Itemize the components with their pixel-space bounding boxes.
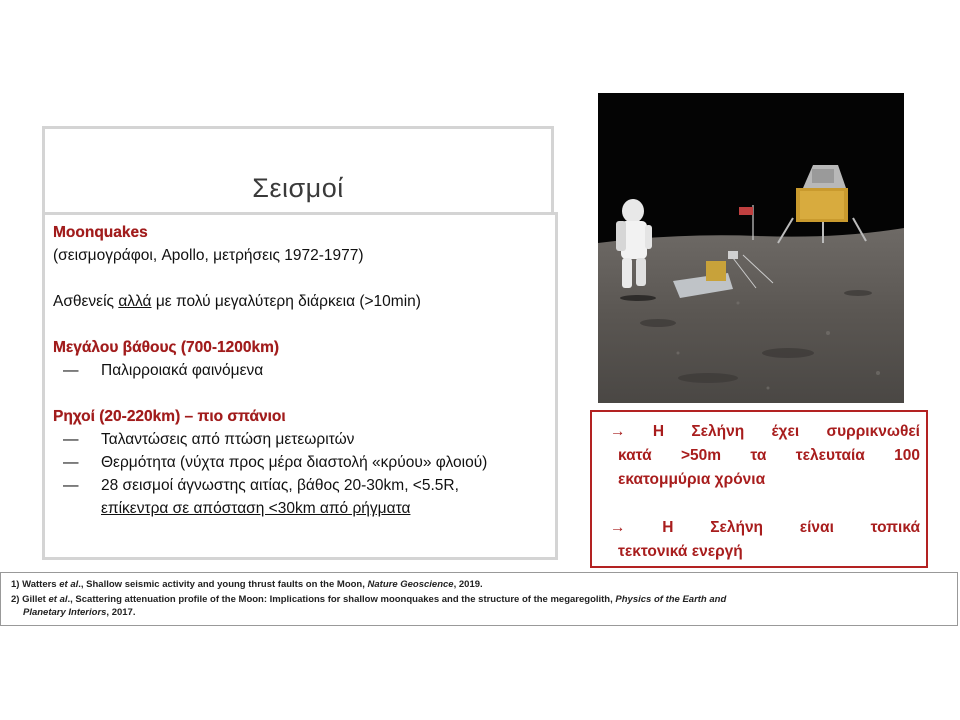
bullet-text: Θερμότητα (νύχτα προς μέρα διαστολή «κρύου» φλοιού) xyxy=(101,454,488,471)
bullet-text xyxy=(101,474,549,520)
shallow-bullet xyxy=(53,428,549,451)
moonquakes-subheading: (σεισμογράφοι, Apollo, μετρήσεις 1972-1977) xyxy=(53,247,364,264)
callout-point-1-line-1 xyxy=(610,420,920,444)
shallow-heading: Ρηχοί (20-220km) – πιο σπάνιοι xyxy=(53,408,286,425)
shallow-bullet xyxy=(53,474,549,520)
title-panel xyxy=(42,126,554,212)
ref-title: ., Shallow seismic activity and young thrust faults on the Moon, xyxy=(78,579,368,590)
shallow-bullet xyxy=(53,451,549,474)
ref-number: 1) xyxy=(11,579,20,590)
dash-bullet: — xyxy=(63,431,79,448)
deep-bullet xyxy=(53,359,549,382)
weak-prefix: Ασθενείς xyxy=(53,293,119,310)
ref-etal: et al xyxy=(48,594,68,605)
callout-point-1-line-3: εκατομμύρια χρόνια xyxy=(618,471,766,488)
arrow-icon: → xyxy=(610,423,626,440)
conclusion-callout xyxy=(590,410,928,568)
weak-duration-line xyxy=(53,290,549,313)
callout-text: Η Σελήνη είναι τοπικά xyxy=(662,519,920,536)
weak-underlined: αλλά xyxy=(118,293,152,310)
callout-point-2-line-1 xyxy=(610,516,920,540)
dash-bullet: — xyxy=(63,477,79,494)
slide-title: Σεισμοί xyxy=(252,173,344,203)
callout-point-2-line-2: τεκτονικά ενεργή xyxy=(618,543,743,560)
ref-authors: Watters xyxy=(22,579,60,590)
deep-heading: Μεγάλου βάθους (700-1200km) xyxy=(53,339,280,356)
bullet-text: Ταλαντώσεις από πτώση μετεωριτών xyxy=(101,431,355,448)
content-panel xyxy=(42,212,558,560)
ref-title: ., Scattering attenuation profile of the Moon: Implications for shallow moonquakes and the structure of the megaregolith, xyxy=(67,594,616,605)
ref-number: 2) xyxy=(11,594,20,605)
references-box xyxy=(0,572,958,626)
arrow-icon: → xyxy=(610,519,626,536)
ref-year: , 2017. xyxy=(106,607,136,618)
lunar-surface-photo xyxy=(598,93,904,403)
ref-journal: Planetary Interiors xyxy=(23,607,107,618)
bullet-text: Παλιρροιακά φαινόμενα xyxy=(101,362,264,379)
reference-2-continued xyxy=(23,606,960,619)
weak-suffix: με πολύ μεγαλύτερη διάρκεια (>10min) xyxy=(151,293,421,310)
callout-point-1-line-2: κατά >50m τα τελευταία 100 xyxy=(618,447,920,464)
ref-journal: Physics of the Earth and xyxy=(615,594,727,605)
ref-journal: Nature Geoscience xyxy=(367,579,454,590)
ref-etal: et al xyxy=(59,579,79,590)
bullet-text-part: 28 σεισμοί άγνωστης αιτίας, βάθος 20-30km, <5.5R, xyxy=(101,477,459,494)
content-text xyxy=(53,221,549,520)
ref-year: , 2019. xyxy=(453,579,483,590)
ref-authors: Gillet xyxy=(22,594,49,605)
reference-2 xyxy=(11,593,951,606)
dash-bullet: — xyxy=(63,454,79,471)
dash-bullet: — xyxy=(63,362,79,379)
reference-1 xyxy=(11,578,951,591)
callout-text: Η Σελήνη έχει συρρικνωθεί xyxy=(652,423,920,440)
bullet-text-underlined: επίκεντρα σε απόσταση <30km από ρήγματα xyxy=(101,500,411,517)
moon-landing-illustration xyxy=(598,93,904,403)
moonquakes-heading: Moonquakes xyxy=(53,224,148,241)
